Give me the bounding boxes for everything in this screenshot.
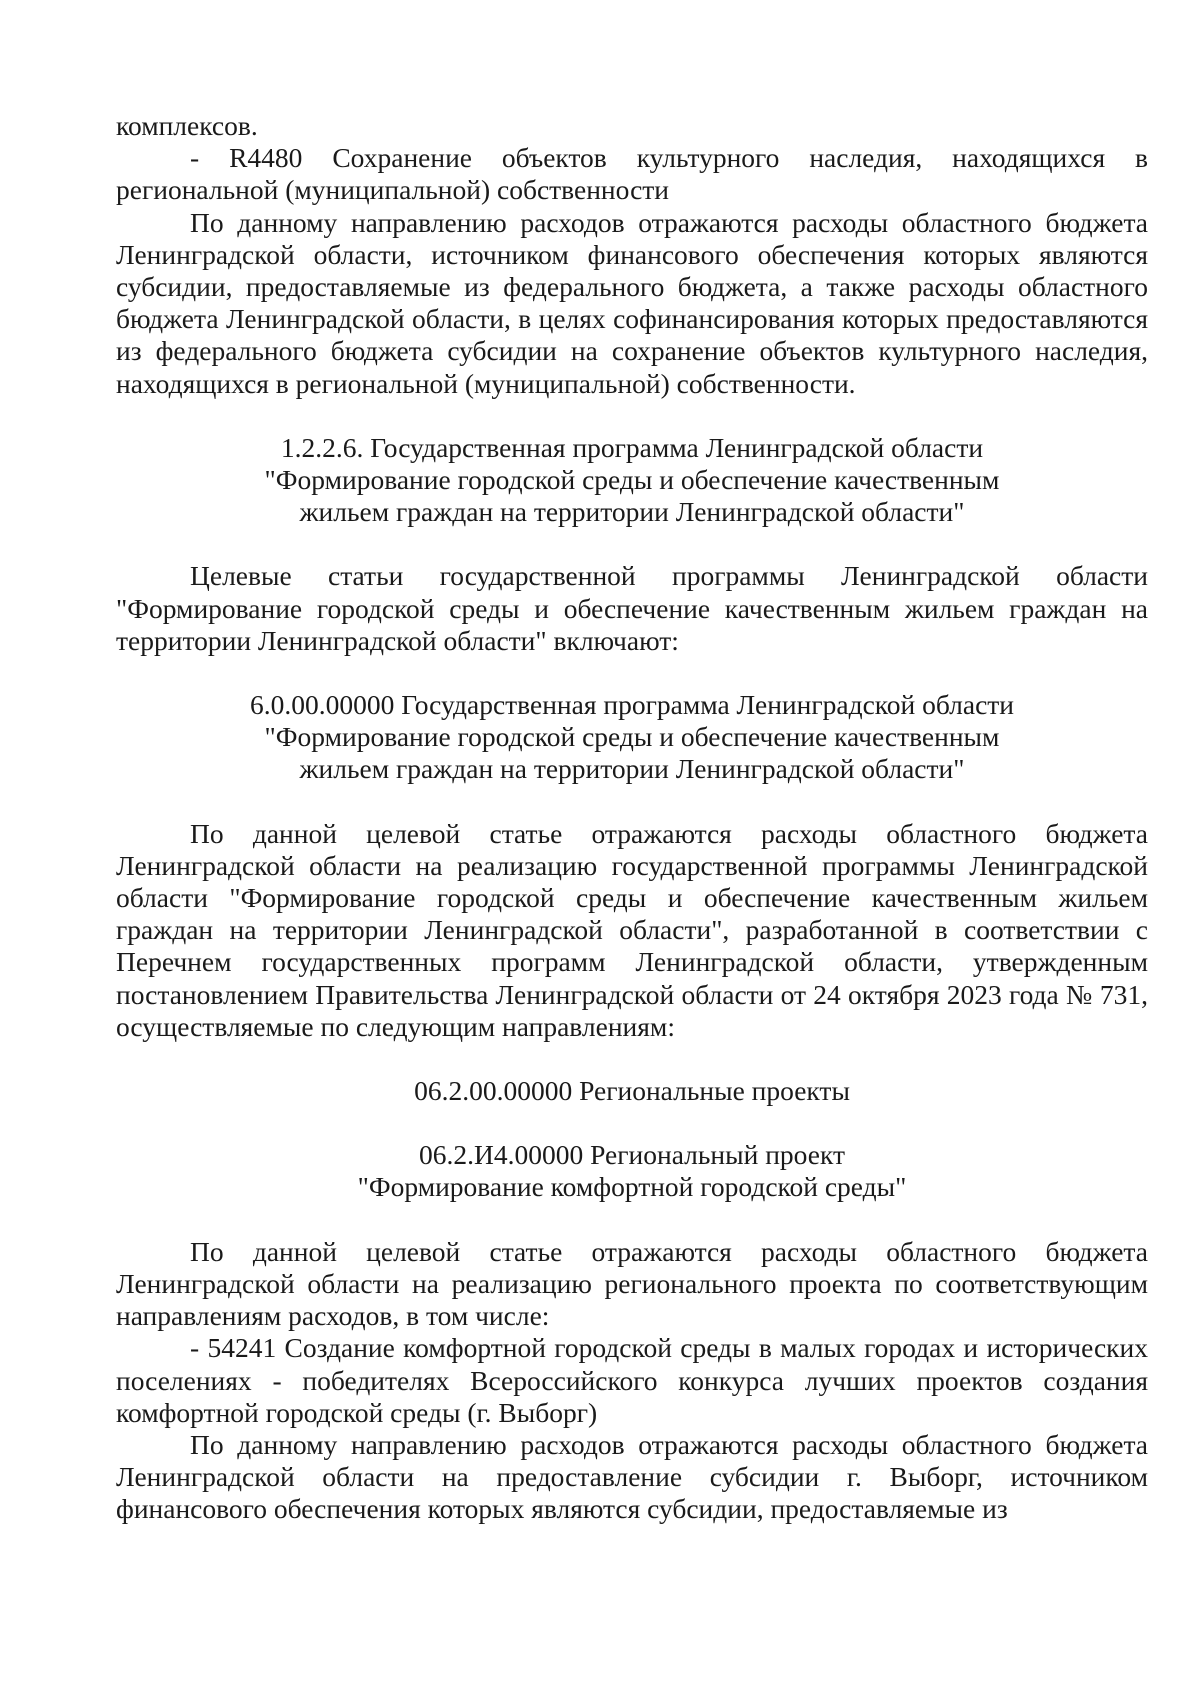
expense-item-54241: - 54241 Создание комфортной городской среды в малых городах и исторических поселениях - победителях Всероссийского конкурса лучших проектов создания комфортной городской среды (г. Выборг) — [116, 1332, 1148, 1428]
heading-line: жильем граждан на территории Ленинградской области" — [299, 753, 965, 785]
section-heading-6-0-00-00000 — [116, 689, 1148, 786]
document-page — [116, 110, 1148, 1526]
heading-line: "Формирование комфортной городской среды" — [357, 1171, 907, 1203]
paragraph-target-articles: Целевые статьи государственной программы Ленинградской области "Формирование городской среды и обеспечение качественным жильем граждан на территории Ленинградской области" включают: — [116, 560, 1148, 656]
paragraph-regional-project: По данной целевой статье отражаются расходы областного бюджета Ленинградской области на реализацию регионального проекта по соответствующим направлениям расходов, в том числе: — [116, 1235, 1148, 1332]
heading-line: "Формирование городской среды и обеспечение качественным — [264, 464, 1000, 496]
heading-line: жильем граждан на территории Ленинградской области" — [299, 496, 965, 528]
heading-line: "Формирование городской среды и обеспечение качественным — [264, 721, 1000, 753]
paragraph-continuation: комплексов. — [116, 110, 258, 141]
section-heading-06-2-i4-00000 — [116, 1139, 1148, 1203]
section-heading-1-2-2-6 — [116, 432, 1148, 529]
paragraph-54241-description: По данному направлению расходов отражаются расходы областного бюджета Ленинградской области на предоставление субсидии г. Выборг, источником финансового обеспечения которых являются субсидии, предоставляемые из — [116, 1428, 1148, 1525]
expense-item-r4480: - R4480 Сохранение объектов культурного наследия, находящихся в региональной (муниципальной) собственности — [116, 142, 1148, 206]
heading-line: 06.2.И4.00000 Региональный проект — [419, 1139, 845, 1171]
heading-line: 1.2.2.6. Государственная программа Ленинградской области — [280, 431, 984, 463]
section-heading-06-2-00-00000: 06.2.00.00000 Региональные проекты — [414, 1075, 850, 1107]
paragraph-r4480-description: По данному направлению расходов отражаются расходы областного бюджета Ленинградской области, источником финансового обеспечения которых являются субсидии, предоставляемые из федерального бюджета, а также расходы областного бюджета Ленинградской области, в целях софинансирования которых предоставляются из федерального бюджета субсидии на сохранение объектов культурного наследия, находящихся в региональной (муниципальной) собственности. — [116, 206, 1148, 399]
paragraph-program-expenses: По данной целевой статье отражаются расходы областного бюджета Ленинградской области на реализацию государственной программы Ленинградской области "Формирование городской среды и обеспечение качественным жильем граждан на территории Ленинградской области", разработанной в соответствии с Перечнем государственных программ Ленинградской области, утвержденным постановлением Правительства Ленинградской области от 24 октября 2023 года № 731, осуществляемые по следующим направлениям: — [116, 817, 1148, 1042]
heading-line: 6.0.00.00000 Государственная программа Ленинградской области — [249, 689, 1015, 721]
